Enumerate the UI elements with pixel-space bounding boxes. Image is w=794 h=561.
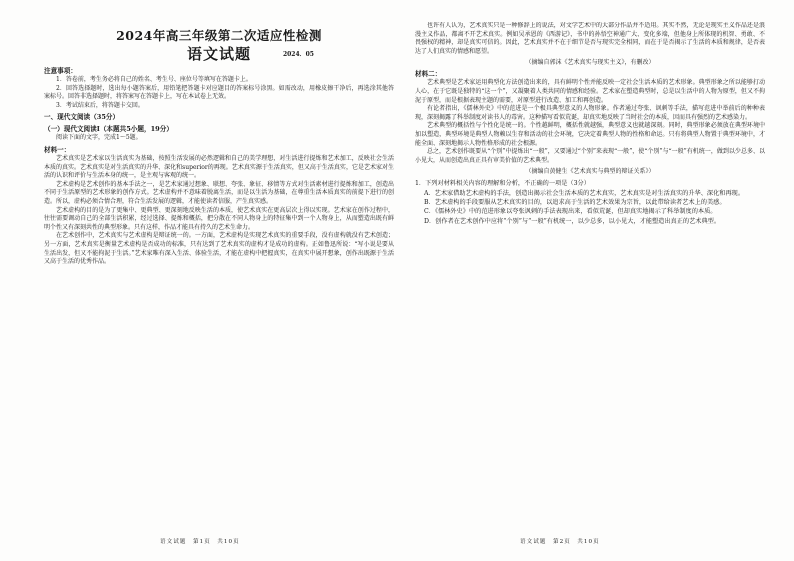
answer-option: D．创作者在艺术创作中应将“个别”与“一般”有机统一，以少总多，以小见大，才能塑造出真正的艺术典型。 [424, 217, 721, 225]
passage-paragraph: 艺术虚构的目的是为了更集中、更典型、更深刻地反映生活的本质，使艺术真实在更高层次上得以实现。艺术家在创作过程中，往往需要调动自己的全部生活积累，经过选择、提炼和概括，把分散在不同人物身上的特征集中到一个人物身上，从而塑造出既有鲜明个性又有深刻共性的典型形象。只有这样，作品才能具有持久的艺术生命力。 [44, 206, 394, 231]
exam-title: 2024年高三年级第二次适应性检测 [116, 28, 322, 43]
answer-option: B．艺术虚构的手段要服从艺术真实的目的，以追求高于生活的艺术效果为宗旨，以此带给读者艺术上的美感。 [424, 198, 726, 206]
subtitle-row [44, 45, 394, 64]
material-heading: 材料一： [44, 145, 71, 154]
passage-paragraph: 总之，艺术创作既要从“个别”中提炼出“一般”，又要通过“个别”来表现“一般”，使“个别”与“一般”有机统一，做到以少总多、以小见大，从而创造出真正具有审美价值的艺术典型。 [415, 148, 765, 164]
note-item: 3．考试结束后，将答题卡交回。 [56, 101, 144, 109]
section-heading: 一、现代文阅读（35分） [44, 113, 120, 122]
notes-heading: 注意事项： [44, 67, 77, 75]
passage-paragraph: 艺术真实是艺术家以生活真实为基础，按照生活发展的必然逻辑和自己的美学理想，对生活进行提炼和艺术加工，反映社会生活本质的真实。艺术真实是对生活真实的升华、深化和superior的再现。艺术真实源于生活真实，但又高于生活真实，它是艺术家对生活的认识和评价与生活本身的统一，是主观与客观的统一。 [44, 154, 394, 180]
answer-option: C．《儒林外史》中的范进形象以夸张讽刺的手法表现出来，看似荒诞，但却真实地揭示了科举制度的本质。 [424, 208, 717, 216]
passage-paragraph: 艺术典型的概括性与个性化是统一的。个性越鲜明，概括性就越强，典型意义也就越深刻。同时，典型形象必须放在典型环境中加以塑造，典型环境是典型人物赖以生存和活动的社会环境，它决定着典型人物的性格和命运。只有将典型人物置于典型环境中，才能全面、深刻地揭示人物性格形成的社会根源。 [415, 122, 765, 147]
right-page [415, 22, 765, 534]
source-citation: （摘编自黄健生《艺术真实与典型的辩证关系》） [525, 168, 655, 176]
passage-paragraph: 也许有人认为，艺术真实只是一种修辞上的说法，对文学艺术中的大部分作品并不适用。其实不然，无论是现实主义作品还是浪漫主义作品，都离不开艺术真实。例如吴承恩的《西游记》，书中的孙悟空神通广大、变化多端，但他身上所体现的机智、勇敢、不畏强权的精神，却是真实可信的。因此，艺术真实并不在于细节是否与现实完全相同，而在于是否揭示了生活的本质和规律，是否表达了人们真实的情感和愿望。 [415, 22, 765, 55]
left-page [44, 22, 394, 534]
note-item: 2．回答选择题时，选出每小题答案后，用铅笔把答题卡对应题目的答案标号涂黑。如需改动，用橡皮擦干净后，再选涂其他答案标号。回答非选择题时，将答案写在答题卡上，写在本试卷上无效。 [44, 84, 394, 101]
passage-paragraph: 在艺术创作中，艺术真实与艺术虚构是辩证统一的。一方面，艺术虚构是实现艺术真实的重要手段，没有虚构就没有艺术创造；另一方面，艺术真实是衡量艺术虚构是否成功的标准，只有达到了艺术真实的虚构才是成功的虚构。正如鲁迅所说：“写小说是要从生活出发，但又不能拘泥于生活。”艺术家唯有深入生活、体验生活，才能在虚构中把握真实，在真实中展开想象，创作出既源于生活又高于生活的优秀作品。 [44, 232, 394, 266]
passage-paragraph: 艺术虚构是艺术创作的基本手法之一，是艺术家通过想象、联想、夸张、象征、移情等方式对生活素材进行提炼和加工，创造出不同于生活原型的艺术形象的创作方式。艺术虚构并不意味着脱离生活，而是以生活为基础，在尊重生活本质真实的前提下进行的创造。所以，虚构必须合情合理，符合生活发展的逻辑，才能使读者信服，产生真实感。 [44, 180, 394, 205]
note-item: 1．答卷前，考生务必将自己的姓名、考生号、座位号等填写在答题卡上。 [56, 76, 252, 83]
passage-paragraph: 艺术典型是艺术家运用典型化方法创造出来的，具有鲜明个性并能反映一定社会生活本质的艺术形象。典型形象之所以能够打动人心，在于它既是独特的“这一个”，又凝聚着人类共同的情感和经验。艺术家在塑造典型时，总是以生活中的人物为原型，但又不拘泥于原型，而是根据表现主题的需要，对原型进行改造、加工和再创造。 [415, 79, 765, 104]
exam-date: 2024．05 [282, 51, 314, 58]
question-stem: 1．下列对材料相关内容的理解和分析，不正确的一项是（3分） [415, 180, 590, 188]
answer-option: A．艺术家借助艺术虚构的手法，创造出揭示社会生活本质的艺术真实，艺术真实是对生活真实的升华、深化和再现。 [424, 189, 745, 197]
material-heading: 材料二： [415, 70, 442, 79]
passage-paragraph: 有论者指出，《儒林外史》中的范进是一个极具典型意义的人物形象。作者通过夸张、讽刺等手法，描写范进中举前后的种种表现，深刻揭露了科举制度对读书人的毒害。这种描写看似荒诞，却真实地反映了当时社会的本质，因而具有强烈的艺术感染力。 [415, 105, 765, 121]
page-footer: 语文试题 第2页 共10页 [520, 539, 600, 545]
page-footer: 语文试题 第1页 共10页 [160, 539, 240, 545]
reading-instruction: 阅读下面的文字，完成1～5题。 [56, 134, 142, 142]
exam-subtitle: 语文试题 [186, 45, 251, 63]
source-citation: （摘编自郭沫《艺术真实与现实主义》，有删改） [525, 59, 655, 67]
subsection-heading: （一）现代文阅读Ⅰ（本题共5小题，19分） [44, 125, 173, 134]
